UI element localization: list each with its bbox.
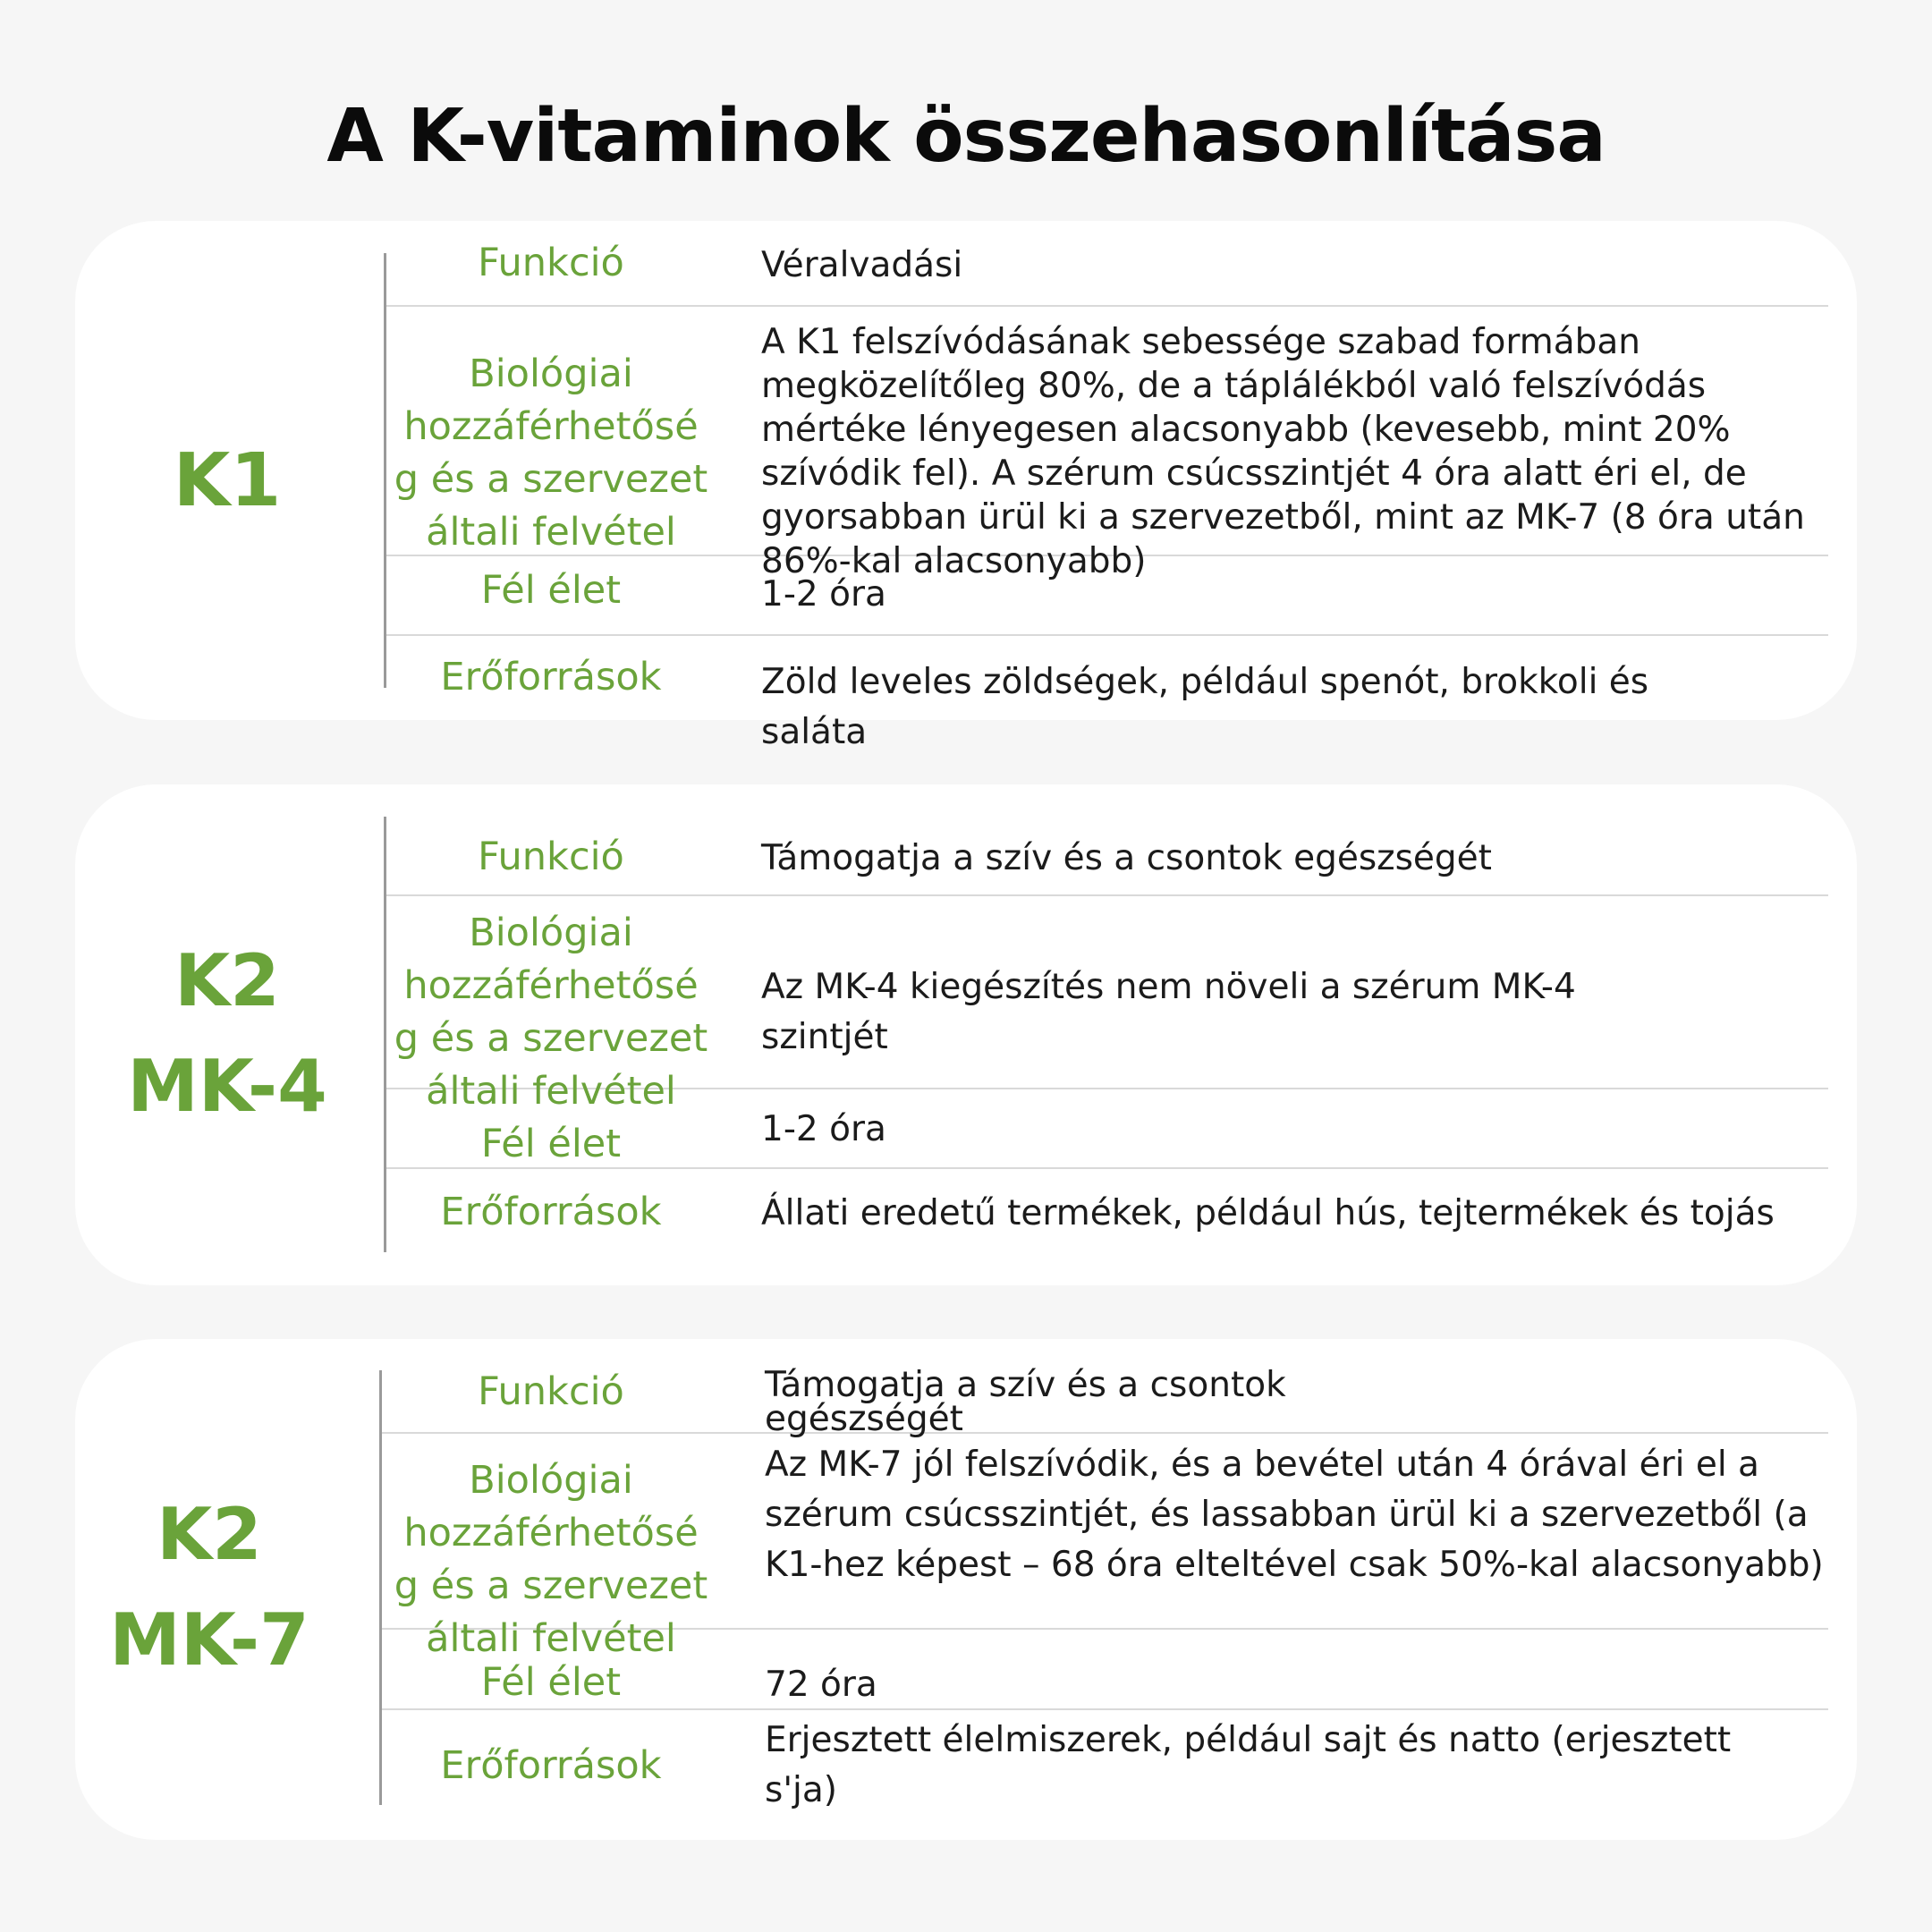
row-value-bioavailability: A K1 felszívódásának sebessége szabad formában megközelítőleg 80%, de a táplálékból való felszívódás mértéke lényegesen alacsonyabb (kevesebb, mint 20% szívódik fel). A szérum csúcsszintjét 4 óra alatt éri el, de gyorsabban ürül ki a szervezetből, mint az MK-7 (8 óra után 86%-kal alacsonyabb) — [761, 322, 1805, 581]
row-label-sources: Erőforrások — [440, 1743, 662, 1788]
row-label-bioavailability: Biológiai hozzáférhetősé g és a szervezet általi felvétel — [394, 352, 708, 555]
vitamin-card-k2-mk4 — [75, 784, 1857, 1285]
row-divider — [386, 305, 1828, 307]
page-title: A K-vitaminok összehasonlítása — [326, 94, 1606, 179]
row-value-sources: Zöld leveles zöldségek, például spenót, brokkoli és saláta — [761, 662, 1649, 752]
row-value-function: Támogatja a szív és a csontok egészségét — [761, 838, 1492, 878]
row-label-sources: Erőforrások — [440, 1190, 662, 1234]
column-divider — [384, 253, 386, 688]
row-value-bioavailability: Az MK-7 jól felszívódik, és a bevétel után 4 órával éri el a szérum csúcsszintjét, és lassabban ürül ki a szervezetből (a K1-hez képest – 68 óra elteltével csak 50%-kal alacsonyabb) — [765, 1445, 1824, 1585]
row-label-bioavailability: Biológiai hozzáférhetősé g és a szervezet általi felvétel — [394, 1458, 708, 1661]
row-label-function: Funkció — [478, 1369, 624, 1414]
row-value-half-life: 1-2 óra — [761, 1109, 886, 1149]
row-divider — [386, 634, 1828, 636]
row-label-half-life: Fél élet — [480, 1660, 622, 1705]
row-label-half-life: Fél élet — [480, 568, 622, 613]
column-divider — [379, 1370, 382, 1805]
row-label-sources: Erőforrások — [440, 655, 662, 699]
vitamin-name: K1 — [173, 438, 282, 523]
row-value-bioavailability: Az MK-4 kiegészítés nem növeli a szérum MK-4 szintjét — [761, 967, 1576, 1057]
row-value-sources: Erjesztett élelmiszerek, például sajt és natto (erjesztett s'ja) — [765, 1720, 1732, 1810]
vitamin-name: K2 MK-4 — [127, 939, 327, 1128]
vitamin-card-k2-mk7 — [75, 1339, 1857, 1840]
column-divider — [384, 817, 386, 1252]
row-value-half-life: 1-2 óra — [761, 574, 886, 614]
row-divider — [386, 894, 1828, 896]
row-value-function: Véralvadási — [761, 245, 963, 285]
vitamin-name: K2 MK-7 — [109, 1493, 309, 1682]
row-label-function: Funkció — [478, 835, 624, 879]
row-label-function: Funkció — [478, 241, 624, 285]
row-value-function: Támogatja a szív és a csontok egészségét — [765, 1365, 1286, 1439]
row-value-half-life: 72 óra — [765, 1665, 877, 1705]
row-value-sources: Állati eredetű termékek, például hús, tejtermékek és tojás — [761, 1193, 1775, 1233]
vitamin-card-k1 — [75, 221, 1857, 752]
row-label-bioavailability: Biológiai hozzáférhetősé g és a szervezet általi felvétel — [394, 911, 708, 1114]
row-label-half-life: Fél élet — [480, 1122, 622, 1166]
